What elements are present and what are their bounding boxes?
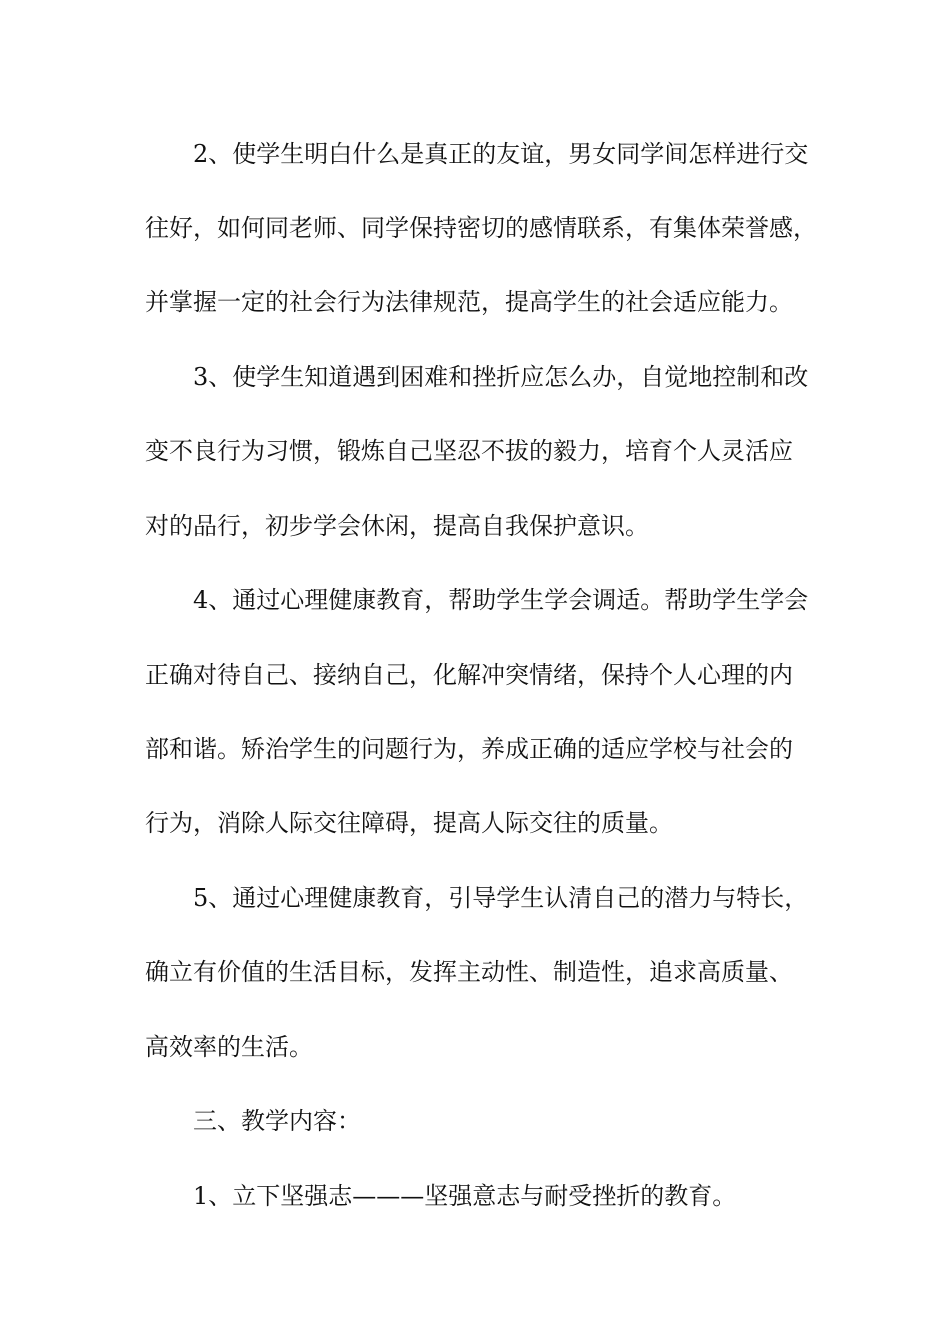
paragraph-4-line-1: 4、通过心理健康教育，帮助学生学会调适。帮助学生学会 <box>193 586 809 614</box>
paragraph-5-line-3: 高效率的生活。 <box>145 1033 313 1061</box>
paragraph-3-line-2: 变不良行为习惯，锻炼自己坚忍不拔的毅力，培育个人灵活应 <box>145 437 793 465</box>
section-heading: 三、教学内容： <box>193 1107 361 1135</box>
paragraph-5-line-1: 5、通过心理健康教育，引导学生认清自己的潜力与特长， <box>193 884 809 912</box>
content-item-1: 1、立下坚强志———坚强意志与耐受挫折的教育。 <box>193 1182 737 1210</box>
paragraph-2-line-2: 往好，如何同老师、同学保持密切的感情联系，有集体荣誉感， <box>145 214 817 242</box>
paragraph-4-line-4: 行为，消除人际交往障碍，提高人际交往的质量。 <box>145 809 673 837</box>
paragraph-3-line-1: 3、使学生知道遇到困难和挫折应怎么办，自觉地控制和改 <box>193 363 809 391</box>
paragraph-2-line-1: 2、使学生明白什么是真正的友谊，男女同学间怎样进行交 <box>193 140 809 168</box>
paragraph-4-line-3: 部和谐。矫治学生的问题行为，养成正确的适应学校与社会的 <box>145 735 793 763</box>
paragraph-4-line-2: 正确对待自己、接纳自己，化解冲突情绪，保持个人心理的内 <box>145 661 793 689</box>
paragraph-5-line-2: 确立有价值的生活目标，发挥主动性、制造性，追求高质量、 <box>145 958 793 986</box>
paragraph-2-line-3: 并掌握一定的社会行为法律规范，提高学生的社会适应能力。 <box>145 288 793 316</box>
paragraph-3-line-3: 对的品行，初步学会休闲，提高自我保护意识。 <box>145 512 649 540</box>
